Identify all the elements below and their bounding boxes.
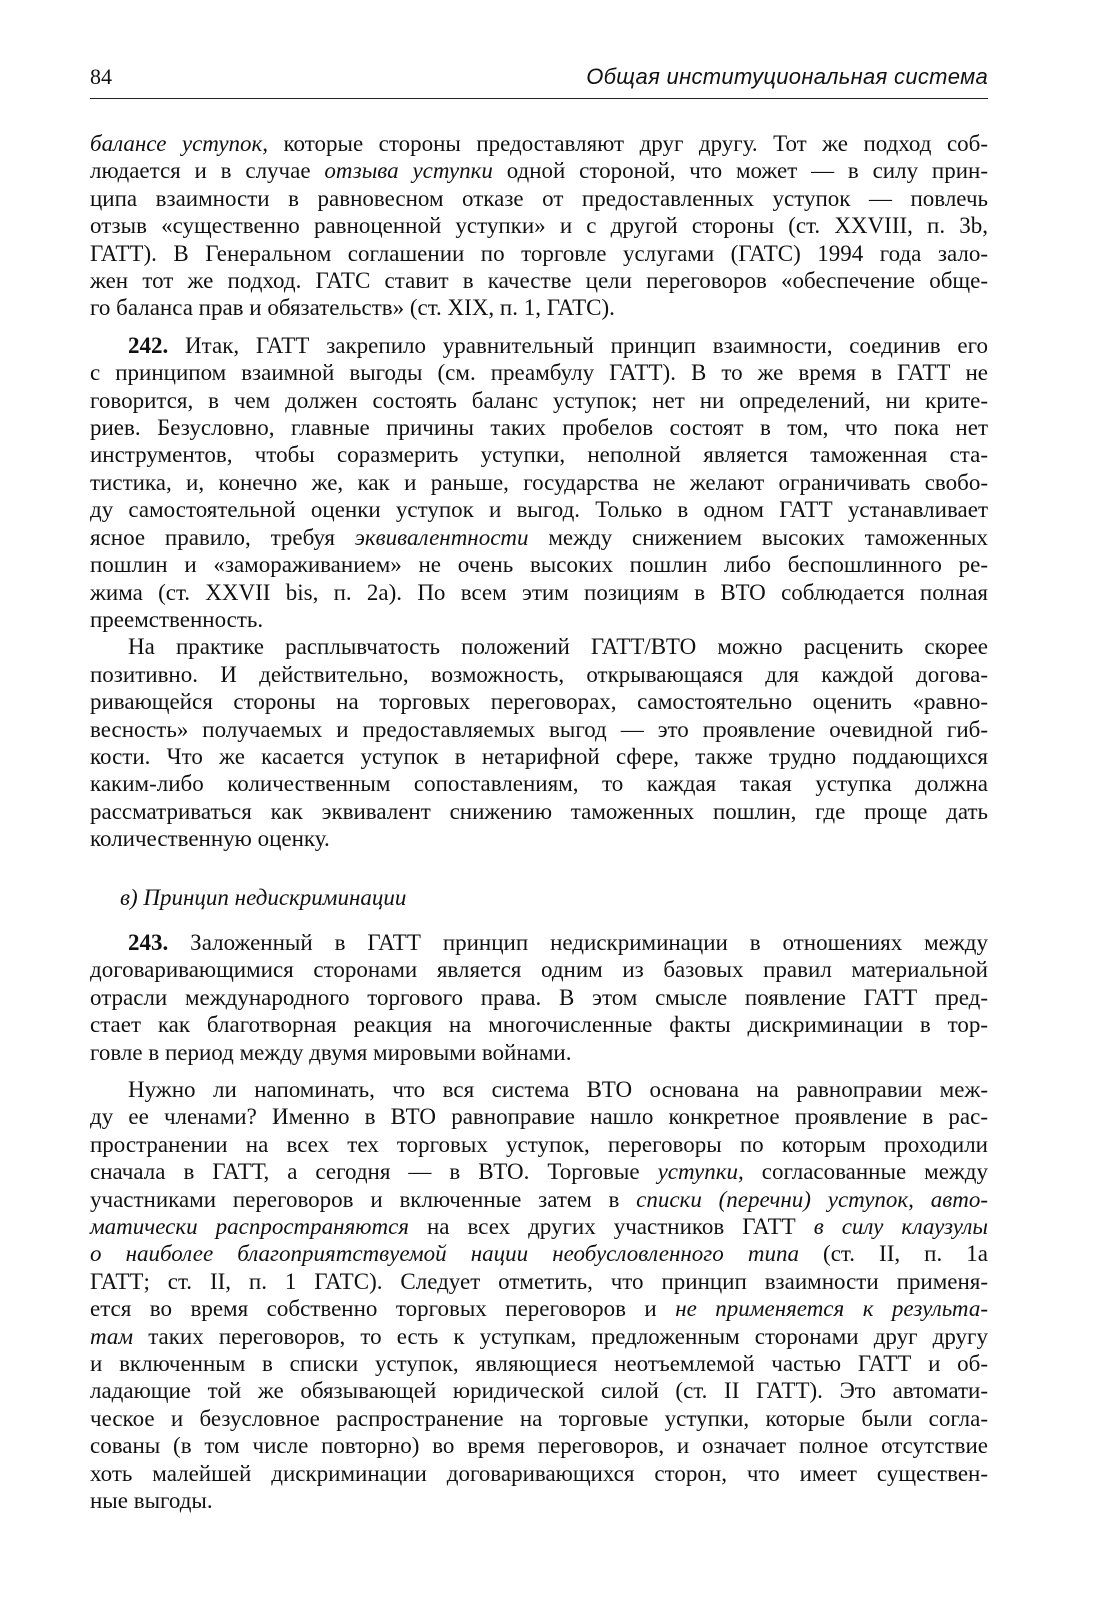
paragraph-3-cont <box>90 770 988 797</box>
paragraph-5-cont <box>90 1295 988 1322</box>
text-run: ГАТТ; ст. II, п. 1 ГАТС). Следует отметить, что принцип взаимности применя- <box>90 1268 988 1294</box>
paragraph-5-cont <box>90 1323 988 1350</box>
text-run: пространении на всех тех торговых уступок, переговоры по которым проходили <box>90 1131 988 1157</box>
paragraph-243-cont <box>90 1011 988 1038</box>
text-run: договаривающимися сторонами является одним из базовых правил материальной <box>90 957 988 983</box>
paragraph-5-cont <box>90 1186 988 1213</box>
italic-term: уступки, <box>657 1159 744 1185</box>
italic-term: матически распространяются <box>90 1214 409 1240</box>
paragraph-243 <box>90 929 988 956</box>
paragraph-1-cont <box>90 294 988 321</box>
text-run: кости. Что же касается уступок в нетарифной сфере, также трудно поддающихся <box>90 743 988 769</box>
page-number: 84 <box>90 64 112 89</box>
paragraph-3-cont <box>90 661 988 688</box>
paragraph-5-cont <box>90 1405 988 1432</box>
text-run: между снижением высоких таможенных <box>528 524 988 550</box>
text-run: ется во время собственно торговых переговоров и <box>90 1296 676 1322</box>
text-run: ческое и безусловное распространение на торговые уступки, которые были согла- <box>90 1405 988 1431</box>
text-run: Заложенный в ГАТТ принцип недискриминации в отношениях между <box>168 929 988 955</box>
paragraph-5-cont <box>90 1158 988 1185</box>
paragraph-3 <box>90 633 988 660</box>
text-run: участниками переговоров и включенные затем в <box>90 1186 637 1212</box>
text-run: весность» получаемых и предоставляемых выгод — это проявление очевидной гиб- <box>90 716 988 742</box>
paragraph-5-cont <box>90 1213 988 1240</box>
paragraph-5-cont <box>90 1240 988 1267</box>
paragraph-1-cont <box>90 240 988 267</box>
text-run: Нужно ли напоминать, что вся система ВТО основана на равноправии меж- <box>128 1077 988 1102</box>
text-run: и включенным в списки уступок, являющиеся неотъемлемой частью ГАТТ и об- <box>90 1351 988 1377</box>
text-run: тистика, и, конечно же, как и раньше, государства не желают ограничивать свобо- <box>90 469 988 495</box>
text-run: сованы (в том числе повторно) во время переговоров, и означает полное отсутствие <box>90 1433 988 1459</box>
paragraph-5-cont <box>90 1377 988 1404</box>
page-header <box>90 64 988 99</box>
text-run: жима (ст. XXVII bis, п. 2a). По всем этим позициям в ВТО соблюдается полная <box>90 579 988 605</box>
paragraph-243-cont <box>90 956 988 983</box>
text-run: таких переговоров, то есть к уступкам, предложенным сторонами друг другу <box>133 1323 988 1349</box>
italic-term: отзыва уступки <box>324 158 493 184</box>
section-heading: в) Принцип недискриминации <box>120 884 407 910</box>
text-run: на всех других участников ГАТТ <box>408 1214 814 1240</box>
paragraph-242-cont <box>90 359 988 386</box>
paragraph-5-cont <box>90 1460 988 1487</box>
text-run: пошлин и «замораживанием» не очень высоких пошлин либо беспошлинного ре- <box>90 552 988 578</box>
text-run: рассматриваться как эквивалент снижению таможенных пошлин, где проще дать <box>90 798 988 824</box>
paragraph-3-cont <box>90 743 988 770</box>
paragraph-1-cont <box>90 157 988 184</box>
text-run: ГАТТ). В Генеральном соглашении по торговле услугами (ГАТС) 1994 года зало- <box>90 240 988 266</box>
text-run: стает как благотворная реакция на многочисленные факты дискриминации в тор- <box>90 1012 988 1038</box>
text-run: жен тот же подход. ГАТС ставит в качестве цели переговоров «обеспечение обще- <box>90 268 988 294</box>
text-run: хоть малейшей дискриминации договаривающихся сторон, что имеет существен- <box>90 1460 988 1486</box>
paragraph-1-cont <box>90 185 988 212</box>
paragraph-number: 242. <box>128 332 169 358</box>
paragraph-242-cont <box>90 551 988 578</box>
paragraph-5 <box>90 1076 988 1103</box>
italic-term: балансе уступок, <box>90 131 269 156</box>
text-run: ду самостоятельной оценки уступок и выгод. Только в одном ГАТТ устанавливает <box>90 497 988 523</box>
text-run: одной стороной, что может — в силу прин- <box>492 158 988 184</box>
text-run: говле в период между двумя мировыми войнами. <box>90 1039 572 1065</box>
paragraph-243-cont <box>90 1039 988 1066</box>
text-run: ясное правило, требуя <box>90 524 355 550</box>
italic-term: списки (перечни) уступок, авто- <box>636 1186 988 1212</box>
paragraph-242-cont <box>90 606 988 633</box>
paragraph-242-cont <box>90 414 988 441</box>
italic-term: эквивалентности <box>354 524 529 550</box>
text-run: инструментов, чтобы соразмерить уступки, неполной является таможенная ста- <box>90 442 988 468</box>
paragraph-1-cont <box>90 267 988 294</box>
page-body <box>90 130 988 1515</box>
paragraph-1-cont <box>90 212 988 239</box>
paragraph-242-cont <box>90 387 988 414</box>
text-run: согласованные между <box>743 1159 988 1185</box>
paragraph-3-cont <box>90 825 988 852</box>
text-run: каким-либо количественным сопоставлениям, то каждая такая уступка должна <box>90 771 988 797</box>
paragraph-3-cont <box>90 716 988 743</box>
text-run: которые стороны предоставляют друг другу. Тот же подход соб- <box>268 131 989 156</box>
paragraph-3-cont <box>90 688 988 715</box>
text-run: отзыв «существенно равноценной уступки» и с другой стороны (ст. XXVIII, п. 3b, <box>90 213 988 239</box>
text-run: ду ее членами? Именно в ВТО равноправие нашло конкретное проявление в рас- <box>90 1104 988 1130</box>
italic-term: в силу клаузулы <box>813 1214 988 1240</box>
text-run: сначала в ГАТТ, а сегодня — в ВТО. Торговые <box>90 1159 658 1185</box>
paragraph-5-cont <box>90 1432 988 1459</box>
text-run: отрасли международного торгового права. В этом смысле появление ГАТТ пред- <box>90 984 988 1010</box>
paragraph-242-cont <box>90 496 988 523</box>
paragraph-242-cont <box>90 441 988 468</box>
italic-term: не применяется к результа- <box>675 1296 988 1322</box>
text-run: с принципом взаимной выгоды (см. преамбулу ГАТТ). В то же время в ГАТТ не <box>90 360 988 386</box>
text-run: ципа взаимности в равновесном отказе от предоставленных уступок — повлечь <box>90 185 988 211</box>
italic-term: о наиболее благоприятствуемой нации необусловленного типа <box>90 1241 799 1267</box>
text-run: ривающейся стороны на торговых переговорах, самостоятельно оценить «равно- <box>90 689 988 715</box>
italic-term: там <box>90 1323 134 1349</box>
paragraph-242 <box>90 332 988 359</box>
paragraph-3-cont <box>90 798 988 825</box>
text-run: Итак, ГАТТ закрепило уравнительный принцип взаимности, соединив его <box>168 332 988 358</box>
paragraph-5-cont <box>90 1103 988 1130</box>
paragraph-5-cont <box>90 1268 988 1295</box>
text-run: количественную оценку. <box>90 826 330 852</box>
text-run: риев. Безусловно, главные причины таких пробелов состоят в том, что пока нет <box>90 415 988 441</box>
text-run: (ст. II, п. 1a <box>798 1241 989 1267</box>
text-run: го баланса прав и обязательств» (ст. XIX, п. 1, ГАТС). <box>90 295 615 321</box>
text-run: На практике расплывчатость положений ГАТТ/ВТО можно расценить скорее <box>128 634 988 660</box>
paragraph-5-cont <box>90 1131 988 1158</box>
text-run: ладающие той же обязывающей юридической силой (ст. II ГАТТ). Это автомати- <box>90 1378 988 1404</box>
paragraph-1 <box>90 130 988 157</box>
text-run: говорится, в чем должен состоять баланс уступок; нет ни определений, ни крите- <box>90 387 988 413</box>
text-run: людается и в случае <box>90 158 325 184</box>
paragraph-242-cont <box>90 579 988 606</box>
running-title: Общая институциональная система <box>586 64 988 89</box>
text-run: ные выгоды. <box>90 1488 213 1514</box>
paragraph-242-cont <box>90 469 988 496</box>
text-run: преемственность. <box>90 606 264 632</box>
paragraph-243-cont <box>90 984 988 1011</box>
paragraph-5-cont <box>90 1487 988 1514</box>
paragraph-5-cont <box>90 1350 988 1377</box>
text-run: позитивно. И действительно, возможность, открывающаяся для каждой догова- <box>90 661 988 687</box>
paragraph-242-cont <box>90 524 988 551</box>
paragraph-number: 243. <box>128 929 169 955</box>
